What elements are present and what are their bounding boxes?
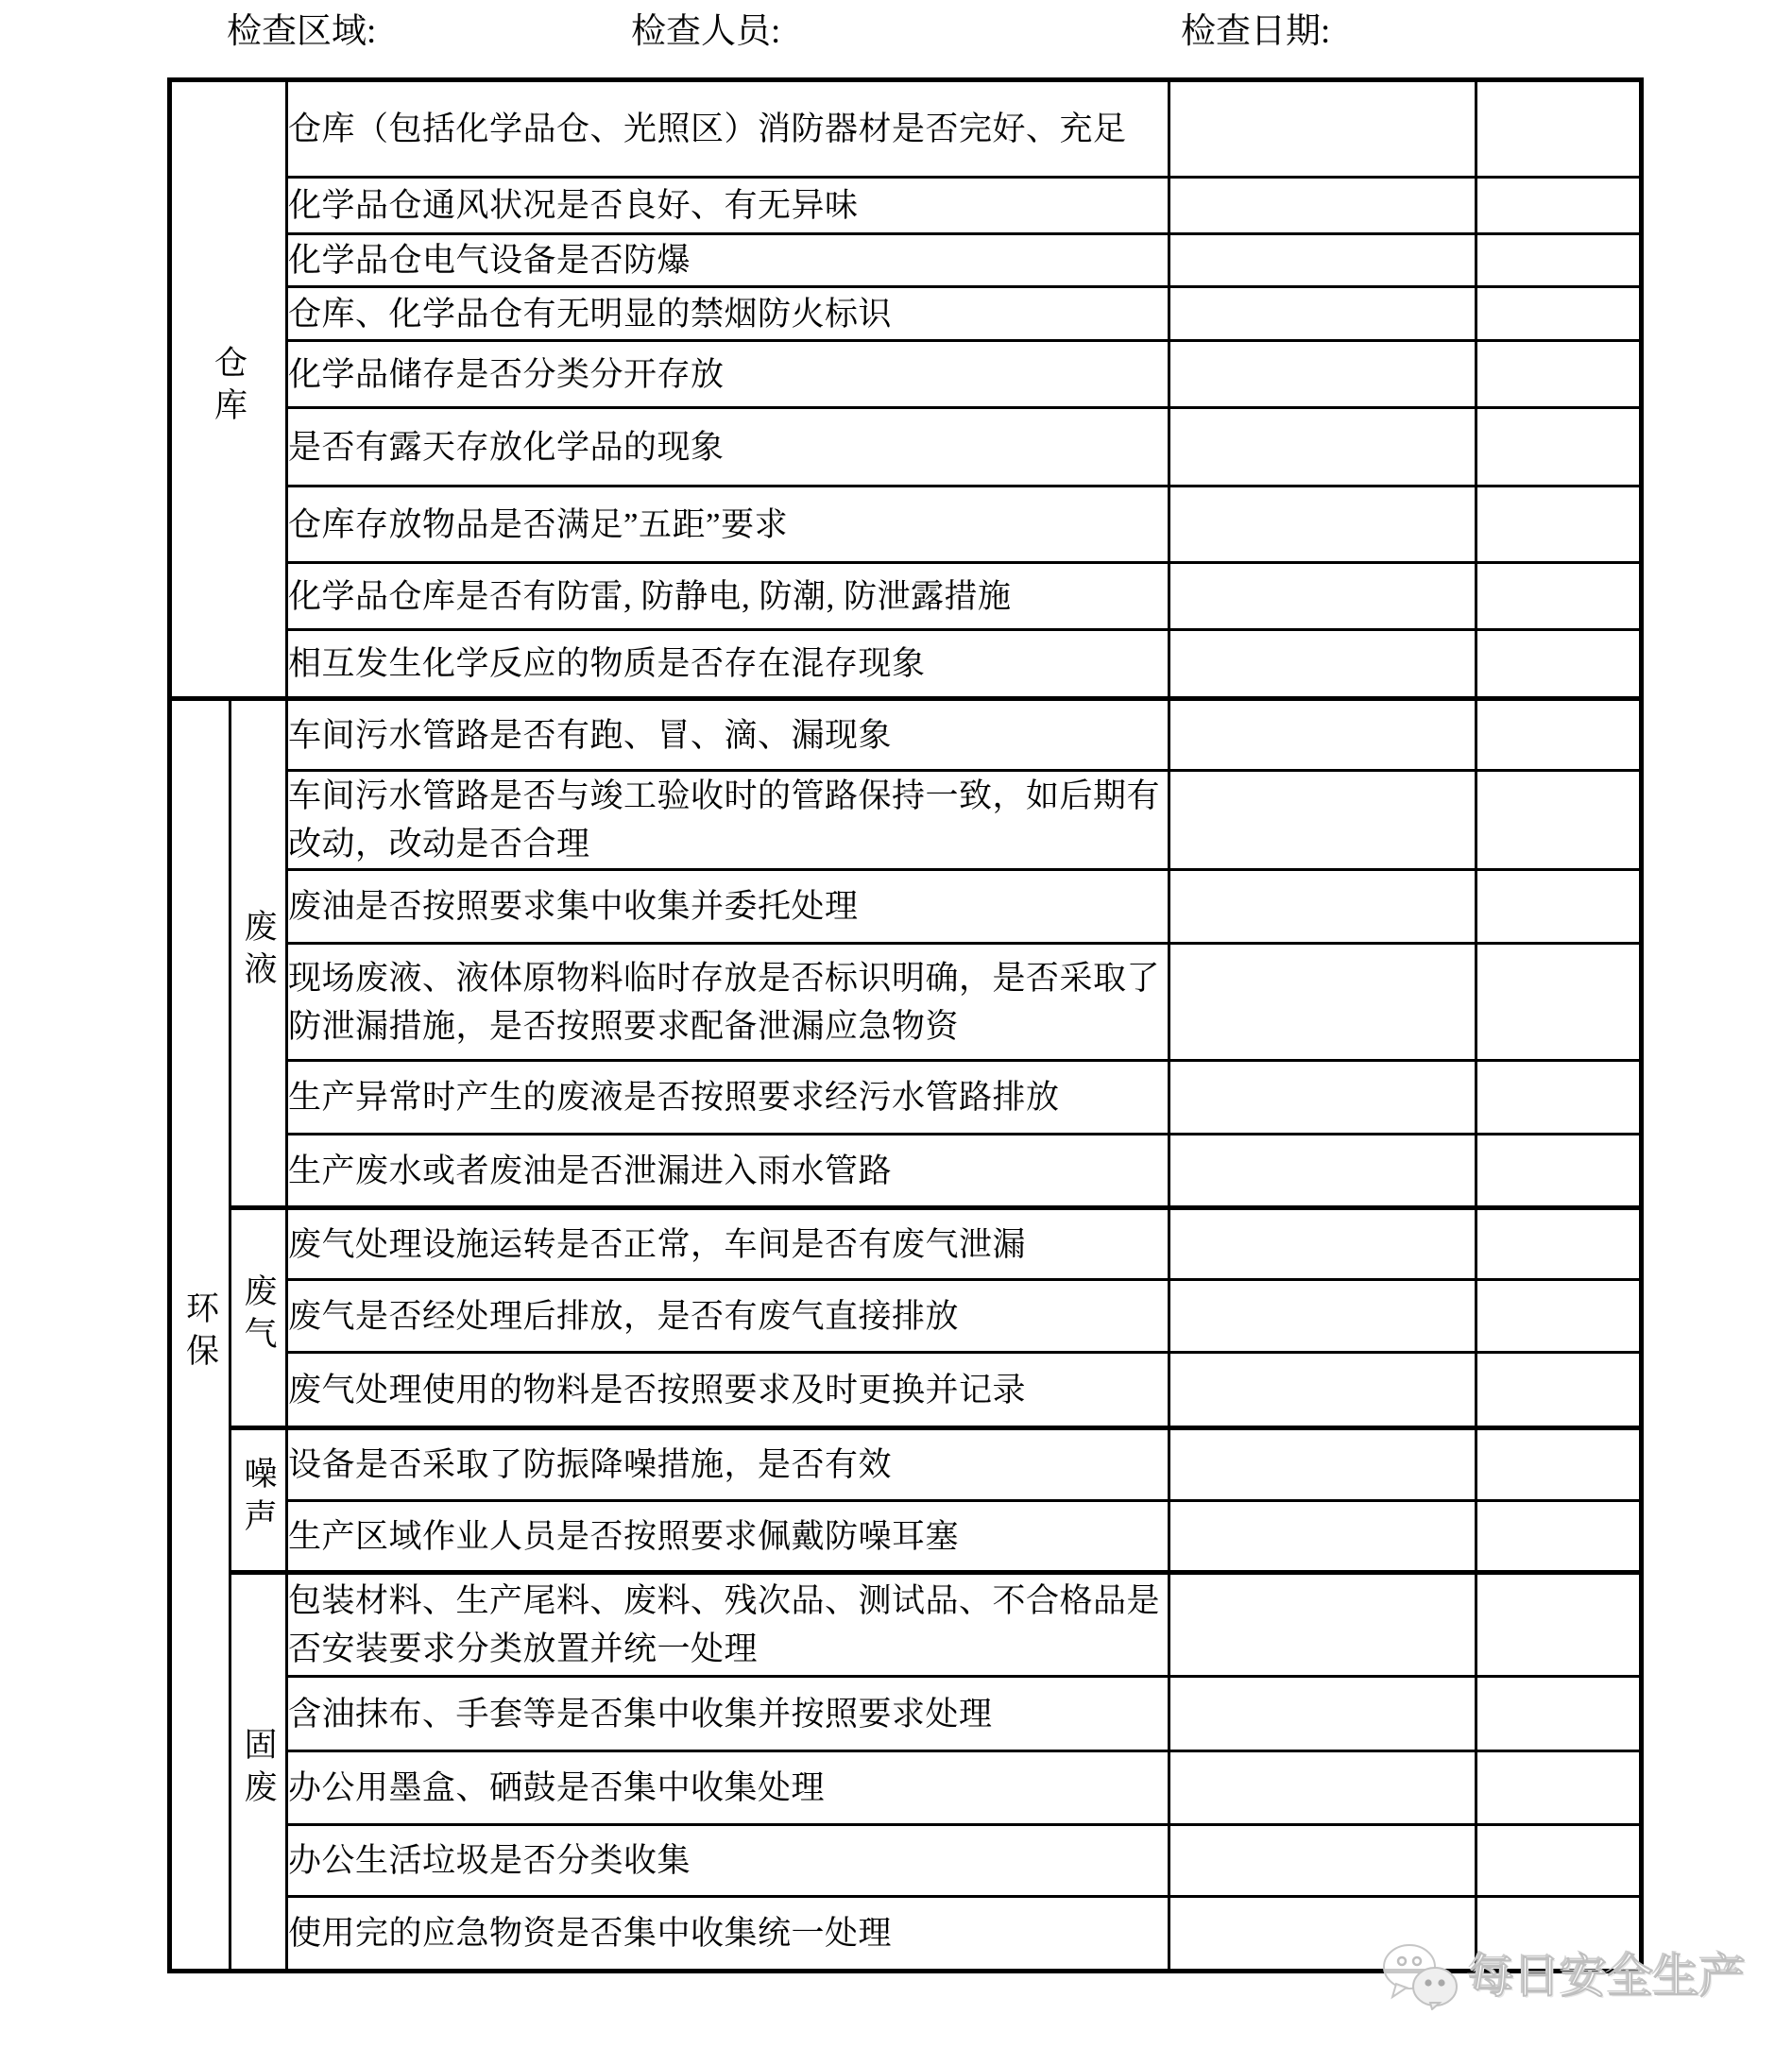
remark-cell[interactable] xyxy=(1476,1573,1642,1677)
check-result-cell[interactable] xyxy=(1169,408,1476,487)
checklist-item-text: 废气是否经处理后排放，是否有废气直接排放 xyxy=(287,1280,1169,1353)
checklist-row xyxy=(170,1135,1642,1208)
remark-cell[interactable] xyxy=(1476,1751,1642,1825)
check-result-cell[interactable] xyxy=(1169,944,1476,1061)
category-cell-environment xyxy=(170,699,230,1972)
remark-cell[interactable] xyxy=(1476,1135,1642,1208)
checklist-item-text: 化学品仓电气设备是否防爆 xyxy=(287,234,1169,287)
checklist-item-text: 办公用墨盒、硒鼓是否集中收集处理 xyxy=(287,1751,1169,1825)
checklist-table xyxy=(167,77,1644,1973)
check-result-cell[interactable] xyxy=(1169,1280,1476,1353)
check-result-cell[interactable] xyxy=(1169,870,1476,944)
watermark xyxy=(1381,1942,1746,2010)
checklist-item-text: 生产区域作业人员是否按照要求佩戴防噪耳塞 xyxy=(287,1501,1169,1573)
check-result-cell[interactable] xyxy=(1169,234,1476,287)
checklist-row xyxy=(170,1751,1642,1825)
category-label: 仓库 xyxy=(210,344,247,430)
remark-cell[interactable] xyxy=(1476,1677,1642,1751)
inspection-area-label: 检查区域: xyxy=(227,12,377,51)
checklist-row xyxy=(170,1573,1642,1677)
check-result-cell[interactable] xyxy=(1169,563,1476,630)
checklist-item-text: 生产废水或者废油是否泄漏进入雨水管路 xyxy=(287,1135,1169,1208)
checklist-row xyxy=(170,1428,1642,1501)
category-label: 环保 xyxy=(181,1289,219,1375)
subcategory-label: 废液 xyxy=(240,908,277,994)
checklist-row xyxy=(170,408,1642,487)
checklist-row xyxy=(170,178,1642,234)
checklist-item-text: 仓库存放物品是否满足”五距”要求 xyxy=(287,487,1169,563)
remark-cell[interactable] xyxy=(1476,1428,1642,1501)
check-result-cell[interactable] xyxy=(1169,1208,1476,1280)
checklist-item-text: 化学品仓通风状况是否良好、有无异味 xyxy=(287,178,1169,234)
wechat-icon xyxy=(1381,1942,1460,2010)
checklist-item-text: 生产异常时产生的废液是否按照要求经污水管路排放 xyxy=(287,1061,1169,1135)
category-cell-warehouse xyxy=(170,80,287,699)
check-result-cell[interactable] xyxy=(1169,771,1476,870)
watermark-text: 每日安全生产 xyxy=(1468,1950,1747,2003)
remark-cell[interactable] xyxy=(1476,699,1642,771)
checklist-item-text: 化学品仓库是否有防雷, 防静电, 防潮, 防泄露措施 xyxy=(287,563,1169,630)
subcategory-cell-waste-liquid xyxy=(230,699,287,1208)
subcategory-label: 固废 xyxy=(240,1727,277,1812)
remark-cell[interactable] xyxy=(1476,944,1642,1061)
checklist-item-text: 使用完的应急物资是否集中收集统一处理 xyxy=(287,1897,1169,1972)
checklist-item-text: 设备是否采取了防振降噪措施，是否有效 xyxy=(287,1428,1169,1501)
remark-cell[interactable] xyxy=(1476,771,1642,870)
check-result-cell[interactable] xyxy=(1169,1353,1476,1428)
check-result-cell[interactable] xyxy=(1169,341,1476,408)
remark-cell[interactable] xyxy=(1476,341,1642,408)
checklist-row xyxy=(170,1677,1642,1751)
remark-cell[interactable] xyxy=(1476,487,1642,563)
checklist-row xyxy=(170,1825,1642,1897)
check-result-cell[interactable] xyxy=(1169,1751,1476,1825)
check-result-cell[interactable] xyxy=(1169,630,1476,699)
check-result-cell[interactable] xyxy=(1169,178,1476,234)
subcategory-label: 噪声 xyxy=(240,1455,277,1541)
check-result-cell[interactable] xyxy=(1169,1135,1476,1208)
checklist-row xyxy=(170,630,1642,699)
remark-cell[interactable] xyxy=(1476,1501,1642,1573)
checklist-item-text: 办公生活垃圾是否分类收集 xyxy=(287,1825,1169,1897)
checklist-item-text: 化学品储存是否分类分开存放 xyxy=(287,341,1169,408)
checklist-item-text: 仓库、化学品仓有无明显的禁烟防火标识 xyxy=(287,287,1169,341)
checklist-row xyxy=(170,1501,1642,1573)
remark-cell[interactable] xyxy=(1476,870,1642,944)
checklist-row xyxy=(170,944,1642,1061)
check-result-cell[interactable] xyxy=(1169,1061,1476,1135)
remark-cell[interactable] xyxy=(1476,1061,1642,1135)
check-result-cell[interactable] xyxy=(1169,1677,1476,1751)
remark-cell[interactable] xyxy=(1476,630,1642,699)
subcategory-cell-noise xyxy=(230,1428,287,1573)
check-result-cell[interactable] xyxy=(1169,1573,1476,1677)
check-result-cell[interactable] xyxy=(1169,699,1476,771)
checklist-row xyxy=(170,341,1642,408)
checklist-row xyxy=(170,771,1642,870)
checklist-item-text: 包装材料、生产尾料、废料、残次品、测试品、不合格品是否安装要求分类放置并统一处理 xyxy=(287,1573,1169,1677)
checklist-row xyxy=(170,1061,1642,1135)
checklist-row xyxy=(170,487,1642,563)
check-result-cell[interactable] xyxy=(1169,287,1476,341)
checklist-row xyxy=(170,563,1642,630)
inspection-person-label: 检查人员: xyxy=(631,12,781,51)
check-result-cell[interactable] xyxy=(1169,1825,1476,1897)
checklist-item-text: 车间污水管路是否有跑、冒、滴、漏现象 xyxy=(287,699,1169,771)
remark-cell[interactable] xyxy=(1476,1353,1642,1428)
checklist-row xyxy=(170,1280,1642,1353)
checklist-item-text: 含油抹布、手套等是否集中收集并按照要求处理 xyxy=(287,1677,1169,1751)
subcategory-label: 废气 xyxy=(240,1272,277,1358)
checklist-item-text: 废气处理设施运转是否正常，车间是否有废气泄漏 xyxy=(287,1208,1169,1280)
check-result-cell[interactable] xyxy=(1169,487,1476,563)
remark-cell[interactable] xyxy=(1476,287,1642,341)
check-result-cell[interactable] xyxy=(1169,80,1476,178)
remark-cell[interactable] xyxy=(1476,1208,1642,1280)
remark-cell[interactable] xyxy=(1476,1825,1642,1897)
inspection-date-label: 检查日期: xyxy=(1181,12,1331,51)
remark-cell[interactable] xyxy=(1476,408,1642,487)
remark-cell[interactable] xyxy=(1476,1280,1642,1353)
subcategory-cell-solid-waste xyxy=(230,1573,287,1972)
checklist-item-text: 现场废液、液体原物料临时存放是否标识明确，是否采取了防泄漏措施，是否按照要求配备泄漏应急物资 xyxy=(287,944,1169,1061)
checklist-row xyxy=(170,699,1642,771)
remark-cell[interactable] xyxy=(1476,234,1642,287)
checklist-item-text: 仓库（包括化学品仓、光照区）消防器材是否完好、充足 xyxy=(287,80,1169,178)
remark-cell[interactable] xyxy=(1476,563,1642,630)
remark-cell[interactable] xyxy=(1476,178,1642,234)
checklist-row xyxy=(170,1353,1642,1428)
checklist-row xyxy=(170,287,1642,341)
checklist-item-text: 车间污水管路是否与竣工验收时的管路保持一致，如后期有改动，改动是否合理 xyxy=(287,771,1169,870)
checklist-row xyxy=(170,234,1642,287)
checklist-item-text: 是否有露天存放化学品的现象 xyxy=(287,408,1169,487)
checklist-row xyxy=(170,870,1642,944)
checklist-item-text: 废气处理使用的物料是否按照要求及时更换并记录 xyxy=(287,1353,1169,1428)
checklist-item-text: 相互发生化学反应的物质是否存在混存现象 xyxy=(287,630,1169,699)
checklist-row xyxy=(170,1208,1642,1280)
subcategory-cell-waste-gas xyxy=(230,1208,287,1428)
remark-cell[interactable] xyxy=(1476,80,1642,178)
check-result-cell[interactable] xyxy=(1169,1501,1476,1573)
check-result-cell[interactable] xyxy=(1169,1428,1476,1501)
checklist-item-text: 废油是否按照要求集中收集并委托处理 xyxy=(287,870,1169,944)
checklist-row xyxy=(170,80,1642,178)
